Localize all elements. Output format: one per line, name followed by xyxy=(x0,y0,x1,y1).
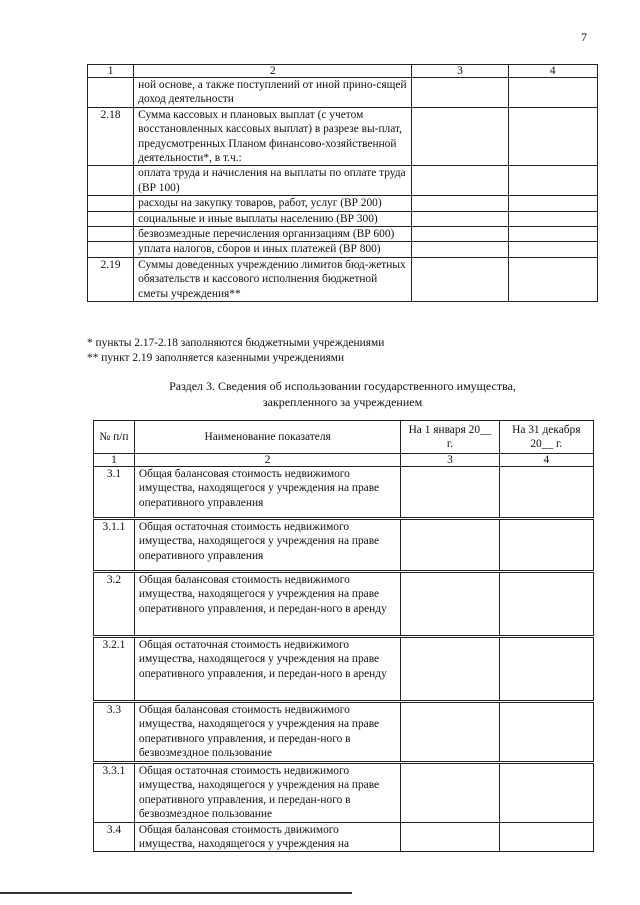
row-number: 3.2 xyxy=(94,572,135,637)
table-row xyxy=(88,227,598,242)
bottom-rule xyxy=(0,892,352,894)
value-cell[interactable] xyxy=(412,257,508,301)
row-text: Общая остаточная стоимость недвижимого имущества, находящегося у учреждения на праве оперативного управления, и передан-ного в безвозмездное пользование xyxy=(134,763,401,823)
row-text: Суммы доведенных учреждению лимитов бюд-жетных обязательств и кассового исполнения бюджетной сметы учреждения** xyxy=(134,257,412,301)
row-number xyxy=(88,78,134,108)
row-text: Общая балансовая стоимость движимого имущества, находящегося у учреждения на xyxy=(134,822,401,852)
value-cell[interactable] xyxy=(412,196,508,211)
table-row xyxy=(94,572,594,637)
state-property-table xyxy=(93,420,594,852)
row-text: Общая балансовая стоимость недвижимого имущества, находящегося у учреждения на праве оперативного управления, и передан-ного в безвозмездное пользование xyxy=(134,702,401,763)
row-text: ной основе, а также поступлений от иной прино-сящей доход деятельности xyxy=(134,78,412,108)
row-number: 3.4 xyxy=(94,822,135,852)
row-number: 3.3 xyxy=(94,702,135,763)
indicators-table-continued xyxy=(87,64,598,302)
value-cell[interactable] xyxy=(508,211,597,226)
table-row xyxy=(94,763,594,823)
table1-header-row xyxy=(88,65,598,78)
row-text: оплата труда и начисления на выплаты по оплате труда (ВР 100) xyxy=(134,166,412,196)
value-cell[interactable] xyxy=(508,107,597,166)
header-name: Наименование показателя xyxy=(134,421,401,454)
value-cell[interactable] xyxy=(401,763,499,823)
value-cell[interactable] xyxy=(508,227,597,242)
table1-header-col1: 1 xyxy=(88,65,134,78)
table-row xyxy=(88,257,598,301)
table1-header-col3: 3 xyxy=(412,65,508,78)
value-cell[interactable] xyxy=(499,763,593,823)
value-cell[interactable] xyxy=(401,822,499,852)
row-number xyxy=(88,166,134,196)
column-numbers-row xyxy=(94,454,594,467)
column-number: 2 xyxy=(134,454,401,467)
table2-header-row xyxy=(94,421,594,454)
row-text: Общая остаточная стоимость недвижимого имущества, находящегося у учреждения на праве оперативного управления, и передан-ного в аренду xyxy=(134,637,401,702)
value-cell[interactable] xyxy=(412,242,508,257)
table-row xyxy=(88,211,598,226)
row-text: расходы на закупку товаров, работ, услуг (ВР 200) xyxy=(134,196,412,211)
table-row xyxy=(88,78,598,108)
row-number: 3.1.1 xyxy=(94,519,135,572)
row-text: Общая балансовая стоимость недвижимого имущества, находящегося у учреждения на праве оперативного управления, и передан-ного в аренду xyxy=(134,572,401,637)
row-text: Общая балансовая стоимость недвижимого имущества, находящегося у учреждения на праве оперативного управления xyxy=(134,467,401,519)
row-number xyxy=(88,242,134,257)
value-cell[interactable] xyxy=(412,211,508,226)
value-cell[interactable] xyxy=(508,196,597,211)
row-number: 3.3.1 xyxy=(94,763,135,823)
table-row xyxy=(94,519,594,572)
value-cell[interactable] xyxy=(508,78,597,108)
value-cell[interactable] xyxy=(401,572,499,637)
row-number: 3.1 xyxy=(94,467,135,519)
value-cell[interactable] xyxy=(499,467,593,519)
page-number: 7 xyxy=(581,30,587,44)
value-cell[interactable] xyxy=(499,822,593,852)
row-text: уплата налогов, сборов и иных платежей (ВР 800) xyxy=(134,242,412,257)
row-text: социальные и иные выплаты населению (ВР 300) xyxy=(134,211,412,226)
value-cell[interactable] xyxy=(499,702,593,763)
section-title-line: закрепленного за учреждением xyxy=(262,395,423,409)
table1-header-col2: 2 xyxy=(134,65,412,78)
value-cell[interactable] xyxy=(412,227,508,242)
header-num: № п/п xyxy=(94,421,135,454)
footnotes xyxy=(87,336,384,366)
table-row xyxy=(94,822,594,852)
row-text: безвозмездные перечисления организациям (ВР 600) xyxy=(134,227,412,242)
value-cell[interactable] xyxy=(401,519,499,572)
footnote: * пункты 2.17-2.18 заполняются бюджетными учреждениями xyxy=(87,337,385,349)
table-row xyxy=(88,166,598,196)
row-number: 2.18 xyxy=(88,107,134,166)
row-number: 2.19 xyxy=(88,257,134,301)
value-cell[interactable] xyxy=(499,519,593,572)
table-row xyxy=(88,107,598,166)
row-number xyxy=(88,227,134,242)
value-cell[interactable] xyxy=(508,166,597,196)
value-cell[interactable] xyxy=(499,637,593,702)
table1-header-col4: 4 xyxy=(508,65,597,78)
header-jan: На 1 января 20__ г. xyxy=(401,421,499,454)
value-cell[interactable] xyxy=(499,572,593,637)
header-dec: На 31 декабря 20__ г. xyxy=(499,421,593,454)
row-number xyxy=(88,196,134,211)
table-row xyxy=(88,242,598,257)
column-number: 3 xyxy=(401,454,499,467)
value-cell[interactable] xyxy=(412,107,508,166)
footnote: ** пункт 2.19 заполняется казенными учреждениями xyxy=(87,352,345,364)
value-cell[interactable] xyxy=(412,78,508,108)
section-title xyxy=(87,378,598,410)
column-number: 1 xyxy=(94,454,135,467)
value-cell[interactable] xyxy=(412,166,508,196)
value-cell[interactable] xyxy=(508,242,597,257)
value-cell[interactable] xyxy=(401,637,499,702)
row-number xyxy=(88,211,134,226)
table-row xyxy=(88,196,598,211)
column-number: 4 xyxy=(499,454,593,467)
row-text: Общая остаточная стоимость недвижимого имущества, находящегося у учреждения на праве оперативного управления xyxy=(134,519,401,572)
table-row xyxy=(94,702,594,763)
section-title-line: Раздел 3. Сведения об использовании государственного имущества, xyxy=(169,379,516,393)
value-cell[interactable] xyxy=(401,467,499,519)
value-cell[interactable] xyxy=(508,257,597,301)
value-cell[interactable] xyxy=(401,702,499,763)
table-row xyxy=(94,467,594,519)
table-row xyxy=(94,637,594,702)
row-text: Сумма кассовых и плановых выплат (с учетом восстановленных кассовых выплат) в разрезе вы-плат, предусмотренных Планом финансово-хозяйственной деятельности*, в т.ч.: xyxy=(134,107,412,166)
row-number: 3.2.1 xyxy=(94,637,135,702)
